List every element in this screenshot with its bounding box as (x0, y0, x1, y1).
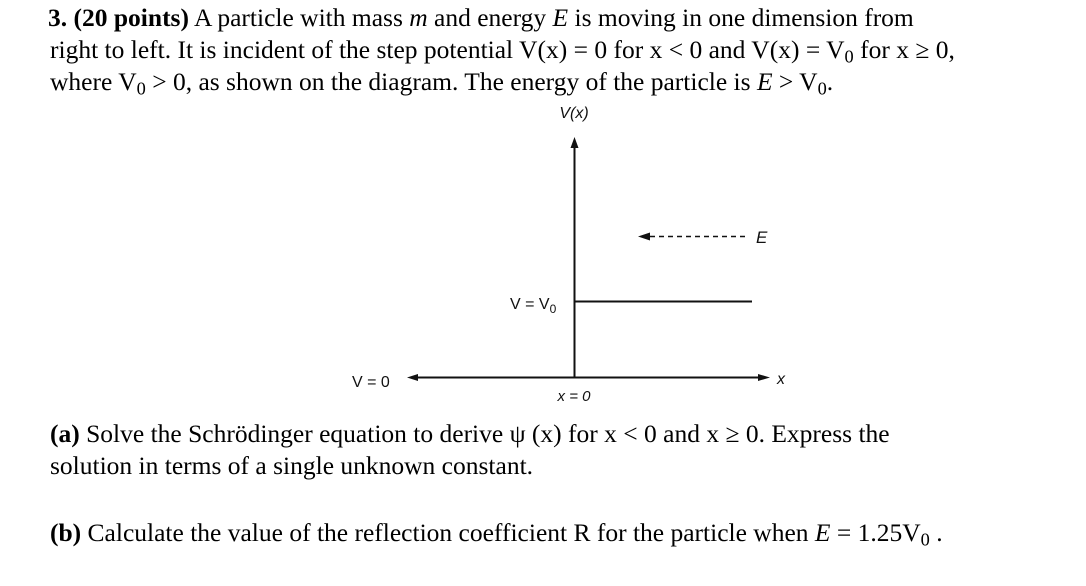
problem-number: 3. (48, 3, 68, 32)
energy-symbol: E (814, 518, 831, 547)
part-b-text: . (929, 518, 943, 547)
x-axis-label: x (777, 371, 785, 388)
mass-symbol: m (409, 3, 428, 32)
part-b (50, 517, 1080, 549)
part-b-text: Calculate the value of the reflection coefficient R for the particle when (81, 518, 815, 547)
problem-text-segment: is moving in one dimension from (568, 3, 914, 32)
part-a-line-2: solution in terms of a single unknown constant. (50, 451, 534, 480)
part-b-text: = 1.25V (830, 518, 921, 547)
x-axis-left-arrowhead (407, 374, 418, 381)
y-axis-arrowhead (571, 137, 579, 148)
energy-symbol: E (756, 67, 773, 96)
subscript: 0 (920, 529, 930, 550)
subscript: 0 (136, 78, 146, 99)
part-b-line-1 (50, 517, 1080, 549)
subscript: 0 (817, 78, 827, 99)
energy-level-label: E (756, 228, 768, 247)
part-a (50, 418, 1080, 482)
problem-text-segment: A particle with mass (188, 3, 410, 32)
part-a-text: Solve the Schrödinger equation to derive ψ (x) for x < 0 and x ≥ 0. Express the (79, 419, 890, 448)
step-label-subscript: 0 (549, 302, 557, 316)
problem-text-segment: > 0, as shown on the diagram. The energy of the particle is (145, 67, 757, 96)
problem-text-segment: and energy (427, 3, 553, 32)
energy-symbol: E (552, 3, 569, 32)
y-axis-label: V(x) (559, 105, 589, 122)
part-b-label: (b) (50, 518, 82, 547)
energy-direction-arrowhead (638, 233, 650, 241)
problem-text-segment: > V (772, 67, 818, 96)
zero-potential-label: V = 0 (352, 374, 390, 391)
problem-points: (20 points) (73, 3, 189, 32)
part-a-line-1 (50, 418, 1080, 450)
subscript: 0 (844, 46, 854, 67)
step-label-main: V = V (510, 296, 550, 313)
problem-text-segment: where V (50, 67, 137, 96)
part-a-label: (a) (50, 419, 80, 448)
step-potential-label (510, 296, 557, 316)
problem-text-segment: . (826, 67, 834, 96)
x-axis-right-arrowhead (758, 374, 770, 381)
problem-text-segment: for x ≥ 0, (853, 35, 955, 64)
problem-text-segment: right to left. It is incident of the step potential V(x) = 0 for x < 0 and V(x) = V (50, 35, 845, 64)
origin-label: x = 0 (557, 388, 591, 405)
